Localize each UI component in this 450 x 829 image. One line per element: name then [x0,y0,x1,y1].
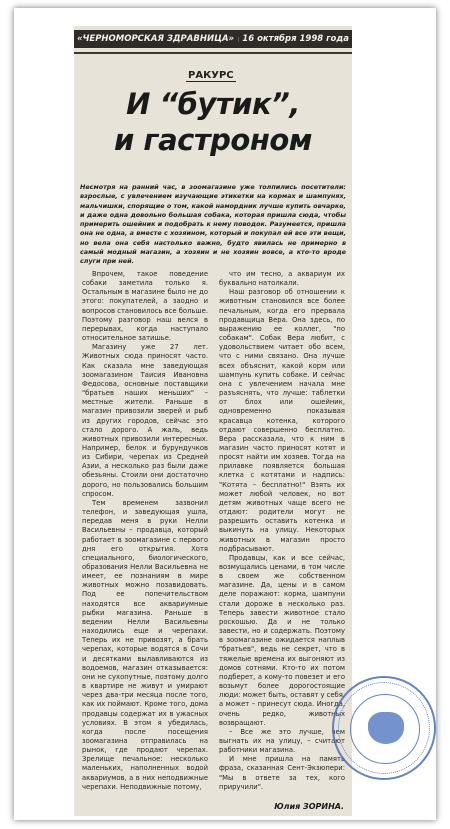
article-column-1 [82,270,208,808]
masthead-date: 16 октября 1998 года [242,34,349,44]
paragraph: Наш разговор об отношении к животным становился все более печальным, когда его прервала продавщица Вера. Она здесь, по выражению ее коллег, "по собакам". Собак Вера любит, с удовольствием читает обо всем, что с ними связано. Она лучше всех объяснит, какой корм или шампунь купить собаке. И сейчас она с увлечением начала мне разъяснять, что лучше: таблетки от блох или ошейник, одновременно показывая красавца котенка, которого отдают совершенно бесплатно. Вера рассказала, что к ним в магазин часто приносят котят и просят найти им хозяев. Тогда на прилавке появляется большая клетка с котятами и надпись: "Котята – бесплатно!" Взять их может любой человек, но вот детям животных чаще всего не отдают: родители могут не разрешить оставить котенка и выкинуть на улицу. Некоторых животных в магазин просто подбрасывают. [219,288,345,553]
scan-sheet [14,8,436,820]
article-rubric: РАКУРС [188,70,234,81]
headline-line-2: и гастроном [114,123,312,157]
author-signature: Юлия ЗОРИНА. [274,802,344,811]
masthead-paper-name: «ЧЕРНОМОРСКАЯ ЗДРАВНИЦА» [77,34,235,44]
official-seal-stamp [332,676,436,780]
paragraph: И мне пришла на память фраза, сказанная Сент-Экзюпери: "Мы в ответе за тех, кого приручили". [219,755,345,791]
newspaper-masthead [74,30,352,48]
paragraph: Продавцы, как и все сейчас, возмущались ценами, в том числе в своем же собственном магазине. Да, цены и в самом деле поражают: корма, шампуни стали дороже в несколько раз. Теперь завести животное стало роскошью. Да и не только завести, но и содержать. Поэтому в зоомагазине ожидается наплыв "братьев", ведь не секрет, что в тяжелые времена их выгоняют из домов сотнями. Кто-то их потом подберет, а кому-то повезет и его возьмут более дорогостоящие люди: может быть, оставят у себя, а может – принесут сюда. Иногда, очень редко, животных возвращают. [219,553,345,727]
headline-line-1: И “бутик”, [126,87,300,121]
top-rule [74,52,352,54]
article-lead: Несмотря на ранний час, в зоомагазине уже толпились посетители: взрослые, с увлечением изучающие этикетки на кормах и шампунях, мальчишки, спорящие о том, какой намордник лучше купить овчарке, и даже одна довольно большая собака, которая пришла сюда, чтобы примерить ошейник и подобрать к нему поводок. Разумеется, пришла она не одна, а вместе с хозяином, который и покупал ей все эти вещи, но вела она себя настолько важно, будто явилась не примерно в самый модный магазин, а хозяин и не хозяин вовсе, а кто-то вроде слуги при ней. [80,183,346,266]
paragraph: – Все же это лучше, чем выгнать их на улицу, – считают работники магазина. [219,727,345,755]
seal-emblem-icon [368,712,404,744]
paragraph: что им тесно, а аквариум их буквально натолкали. [219,270,345,288]
newspaper-clipping [74,26,352,816]
paragraph: Тем временем зазвонил телефон, и заведующая ушла, передав меня в руки Нелли Васильевны – продавца, который работает в зоомагазине с первого дня его открытия. Хотя специального, биологического, образования Нелли Васильевна не имеет, ее познаниям в мире животных можно позавидовать. Под ее попечительством находятся все аквариумные рыбки магазина. Раньше в ведении Нелли Васильевны находились еще и черепахи. Теперь их не привозят, а брать черепах, которые водятся в Сочи и десятками вылавливаются из водоемов, магазин отказывается: они не сухопутные, поэтому долго в квартире не живут и умирают через два-три месяца после того, как их поймают. Кроме того, дома продавцы содержат их в ужасных условиях. В этом я убедилась, когда после посещения зоомагазина отправилась на рынок, где продают черепах. Зрелище печальное: несколько маленьких, наполненных водой аквариумов, а в них неподвижные черепахи. Неподвижные потому, [82,498,208,791]
article-column-2 [219,270,345,791]
paragraph: Магазину уже 27 лет. Животных сюда приносят часто. Как сказала мне заведующая зоомагазином Таисия Ивановна Федосова, основные поставщики "братьев наших меньших" – местные жители. Раньше в магазин привозили зверей и рыб из других городов, сейчас это стало дорого. А жаль, ведь животных привозили интересных. Например, белок и бурундучков из Сибири, черепах из Средней Азии, а несколько раз были даже обезьяны. Стоили они достаточно дорого, но пользовались большим спросом. [82,343,208,498]
paragraph: Впрочем, такое поведение собаки заметила только я. Остальным в магазине было не до этого: покупателей, а заодно и вопросов становилось все больше. Поэтому разговор наш велся в перерывах, когда наступало относительное затишье. [82,270,208,343]
